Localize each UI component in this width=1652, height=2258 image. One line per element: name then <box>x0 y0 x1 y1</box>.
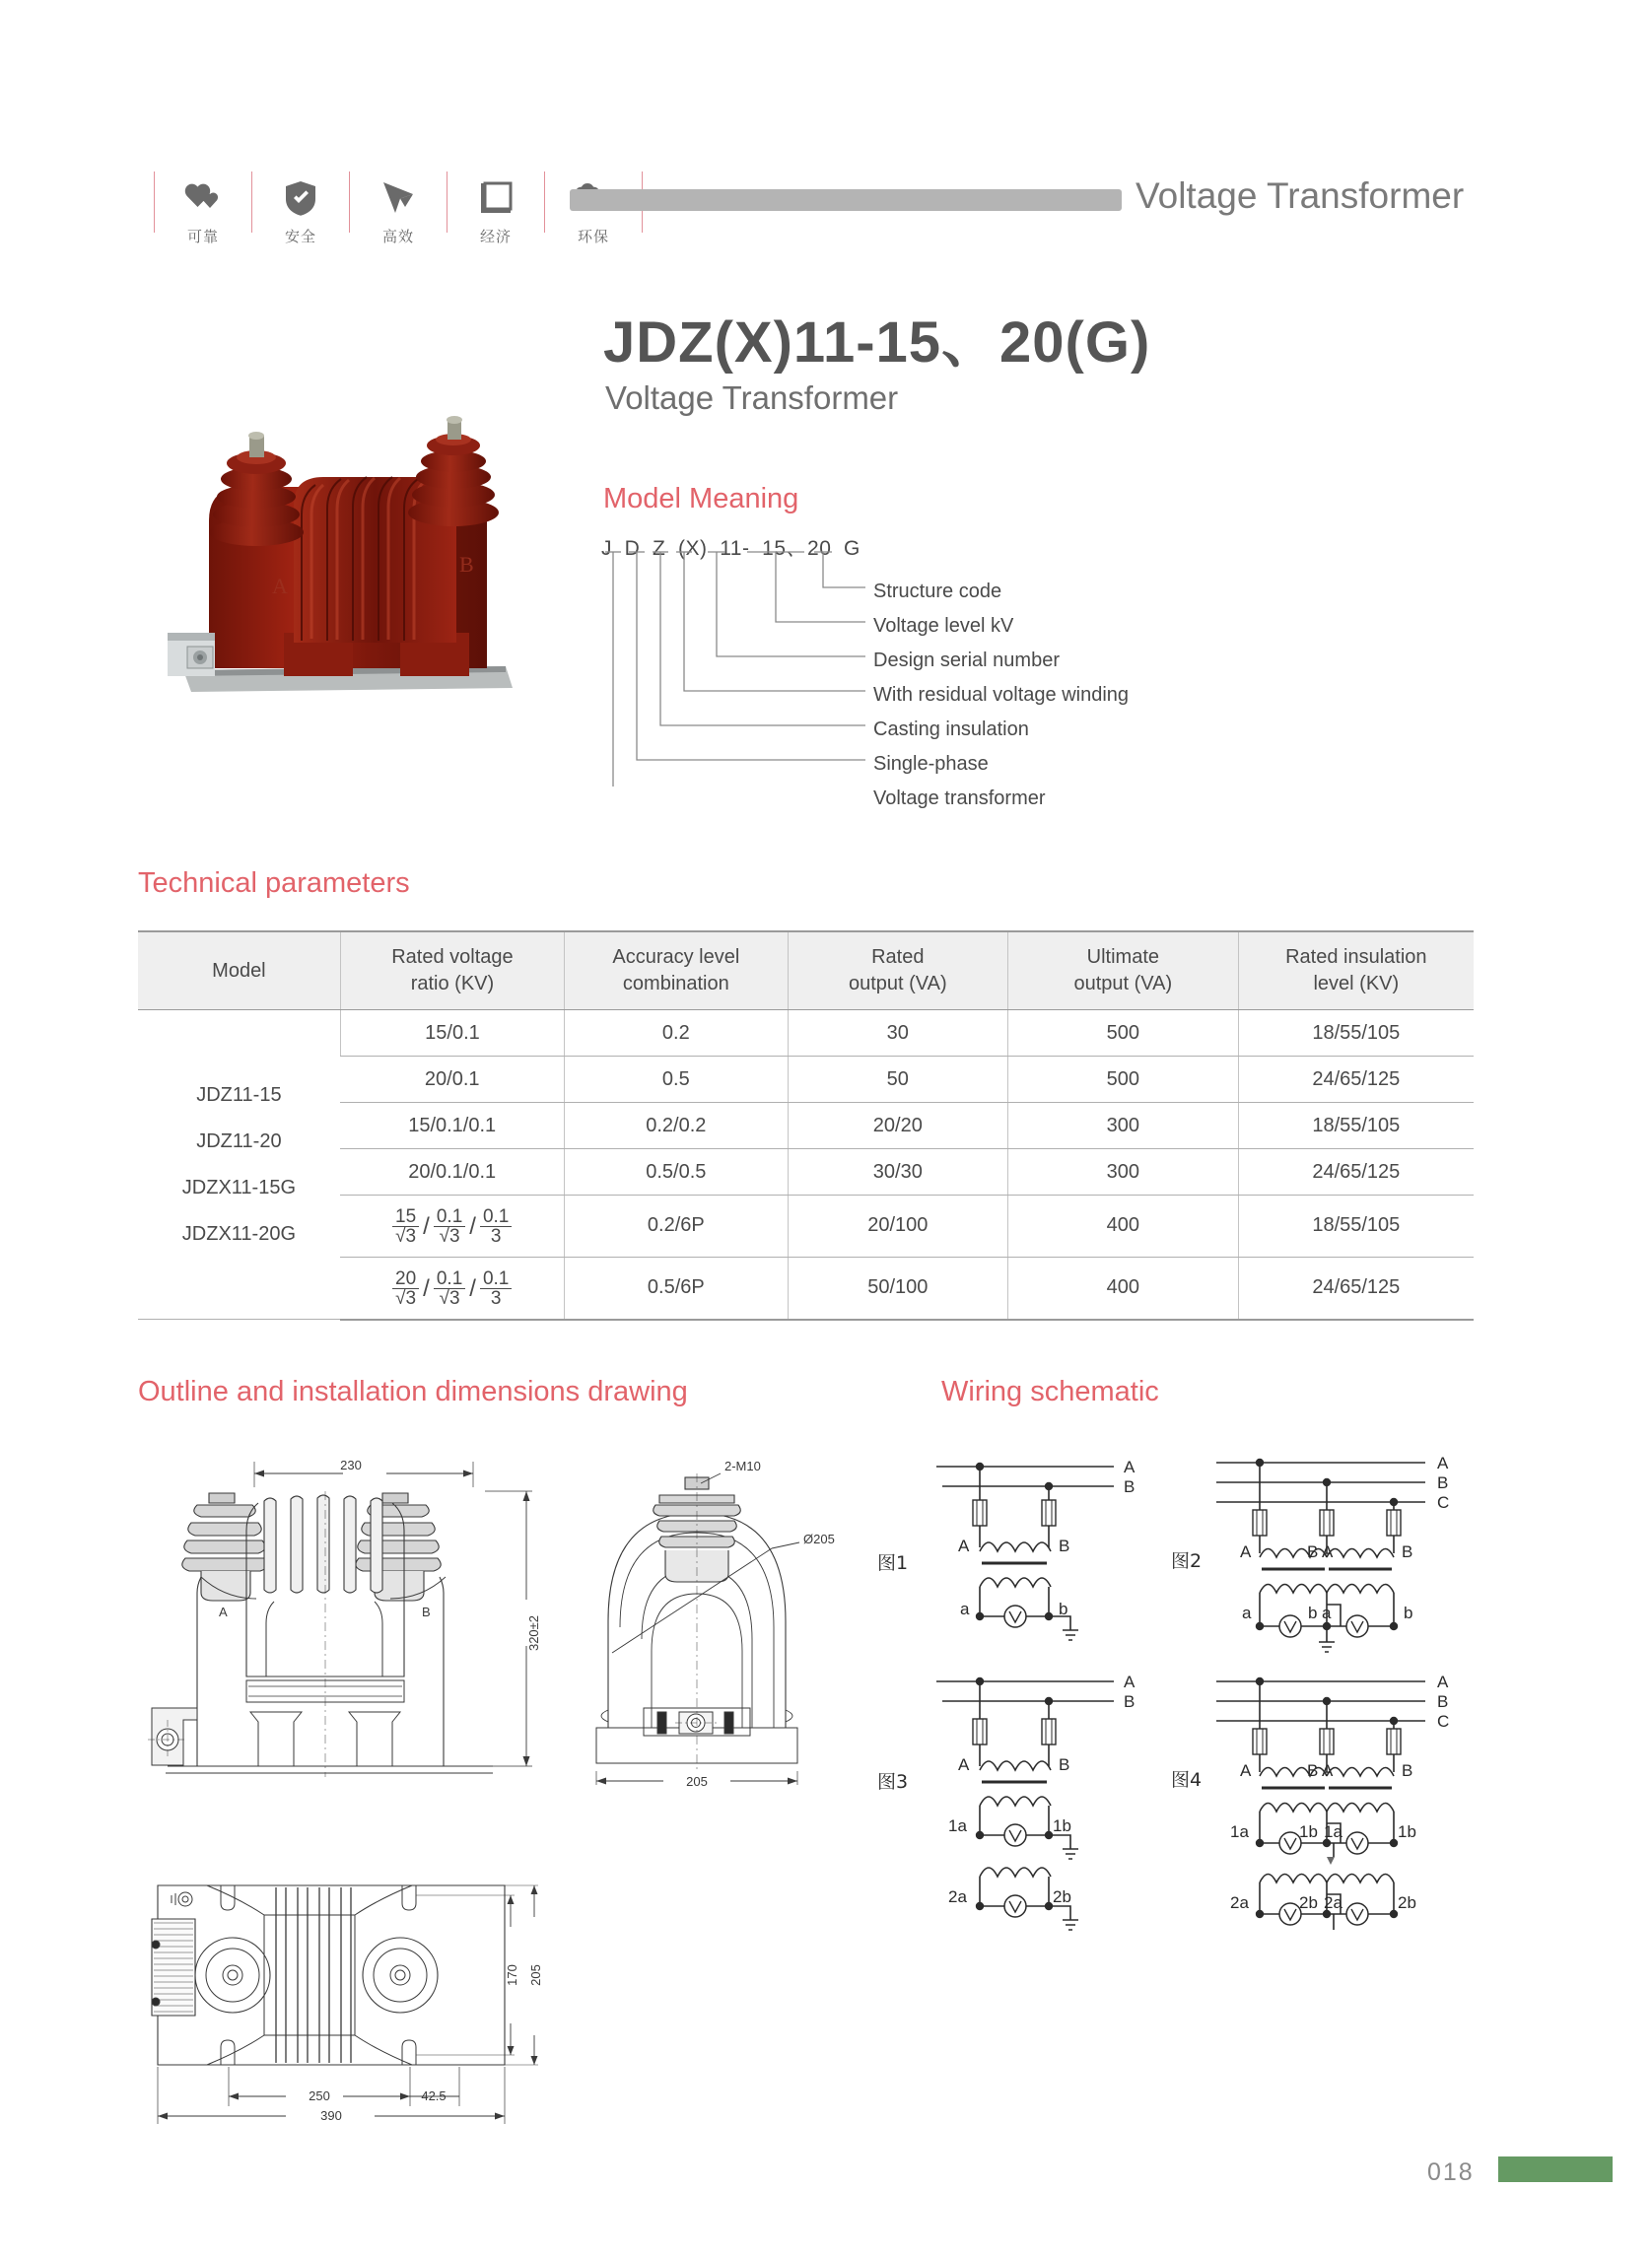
col-header-rated-insulation <box>1238 931 1474 1010</box>
col-header-acc-line2: combination <box>622 973 729 994</box>
model-jdz11-15: JDZ11-15 <box>196 1083 282 1106</box>
wiring4-phase-c: C <box>1437 1712 1450 1731</box>
feature-safe-label: 安全 <box>284 228 316 245</box>
col-header-ultimate-output <box>1008 931 1239 1010</box>
fraction-numerator: 0.1 <box>480 1207 512 1227</box>
wiring2-phase-c: C <box>1437 1493 1450 1512</box>
wiring4-sec1-a2: 1a <box>1324 1822 1342 1841</box>
fraction-3 <box>480 1269 512 1309</box>
fraction-denominator: 3 <box>490 1288 502 1310</box>
top-view-hole-spacing: 250 <box>309 2088 330 2103</box>
side-view-width-dim: 205 <box>686 1774 708 1789</box>
cell-ratio: 15/0.1 <box>340 1010 564 1057</box>
wiring1-phase-b: B <box>1124 1477 1136 1496</box>
model-jdzx11-15g: JDZX11-15G <box>181 1176 297 1198</box>
side-view-diameter-dim: Ø205 <box>803 1532 835 1546</box>
cell-ultimate: 400 <box>1008 1196 1239 1258</box>
photo-terminal-a-label: A <box>272 574 288 598</box>
photo-terminal-b-label: B <box>459 552 474 577</box>
cell-accuracy: 0.5/6P <box>565 1257 788 1319</box>
model-label-casting-insulation: Casting insulation <box>873 718 1029 740</box>
cell-accuracy: 0.2/0.2 <box>565 1103 788 1149</box>
code-segment-d: D <box>624 537 641 560</box>
wiring-diagram-4 <box>1169 1668 1484 1958</box>
model-label-voltage-level: Voltage level kV <box>873 615 1014 637</box>
wiring4-primary-a2: A <box>1322 1761 1334 1780</box>
col-header-out-line1: Rated <box>871 946 925 968</box>
fraction-numerator: 15 <box>392 1207 419 1227</box>
wiring3-sec1-a: 1a <box>948 1816 967 1835</box>
wiring4-sec2-a1: 2a <box>1230 1893 1249 1912</box>
page-title: JDZ(X)11-15、20(G) <box>603 310 1151 375</box>
wiring4-phase-a: A <box>1437 1673 1449 1691</box>
wiring2-secondary-a1: a <box>1242 1604 1252 1622</box>
wiring4-phase-b: B <box>1437 1692 1449 1711</box>
side-view-drawing <box>557 1444 872 1799</box>
wiring2-primary-b2: B <box>1402 1542 1413 1561</box>
code-segment-11: 11- <box>720 537 750 560</box>
icon-divider <box>251 171 252 233</box>
wiring2-primary-b1: B <box>1307 1542 1319 1561</box>
top-view-drawing <box>138 1858 582 2158</box>
fraction-denominator: √3 <box>439 1288 460 1310</box>
feature-efficient-label: 高效 <box>381 228 414 245</box>
fraction-1 <box>392 1269 419 1309</box>
wiring3-caption: 图3 <box>877 1771 909 1793</box>
col-header-ult-line1: Ultimate <box>1086 946 1160 968</box>
wiring4-sec2-b2: 2b <box>1398 1893 1416 1912</box>
top-view-total-length: 390 <box>320 2108 342 2123</box>
wiring2-primary-a2: A <box>1322 1542 1334 1561</box>
model-jdzx11-20g: JDZX11-20G <box>181 1222 297 1245</box>
fraction-slash: / <box>469 1212 476 1240</box>
cell-ultimate: 300 <box>1008 1149 1239 1196</box>
feature-efficient <box>366 176 431 246</box>
model-label-voltage-transformer: Voltage transformer <box>873 787 1046 809</box>
fraction-group <box>392 1269 512 1309</box>
product-photo <box>166 375 530 719</box>
cell-model-list <box>138 1010 340 1320</box>
wiring2-caption: 图2 <box>1171 1550 1203 1572</box>
cell-insulation: 18/55/105 <box>1238 1010 1474 1057</box>
feature-eco-label: 环保 <box>577 228 609 245</box>
wiring2-primary-a1: A <box>1240 1542 1252 1561</box>
header-title: Voltage Transformer <box>1136 175 1465 216</box>
fraction-denominator: √3 <box>439 1226 460 1248</box>
wiring2-secondary-b1: b <box>1308 1604 1318 1622</box>
footer-accent-bar <box>1498 2156 1613 2182</box>
icon-divider <box>544 171 545 233</box>
col-header-model: Model <box>138 931 340 1010</box>
fraction-3 <box>480 1207 512 1247</box>
wiring1-secondary-a: a <box>960 1600 970 1618</box>
wiring4-sec1-a1: 1a <box>1230 1822 1249 1841</box>
icon-divider <box>154 171 155 233</box>
cell-ultimate: 500 <box>1008 1010 1239 1057</box>
wiring-diagram-3 <box>875 1668 1161 1958</box>
fraction-slash: / <box>469 1274 476 1302</box>
chart-icon <box>479 176 513 220</box>
code-segment-z: Z <box>653 537 666 560</box>
hearts-icon <box>183 176 223 220</box>
code-segment-j: J <box>601 537 612 560</box>
col-header-out-line2: output (VA) <box>848 973 947 994</box>
wiring2-phase-b: B <box>1437 1473 1449 1492</box>
fraction-numerator: 0.1 <box>434 1269 465 1289</box>
col-header-accuracy-level <box>565 931 788 1010</box>
cell-accuracy: 0.5 <box>565 1057 788 1103</box>
header-accent-bar <box>570 189 1122 211</box>
table-row <box>138 1010 1474 1057</box>
fraction-slash: / <box>423 1274 430 1302</box>
feature-safe <box>268 176 333 246</box>
feature-reliable-label: 可靠 <box>186 228 219 245</box>
wiring3-sec2-a: 2a <box>948 1887 967 1906</box>
feature-economical <box>463 176 528 246</box>
cell-insulation: 24/65/125 <box>1238 1257 1474 1319</box>
feature-reliable <box>171 176 236 246</box>
cell-ultimate: 300 <box>1008 1103 1239 1149</box>
outline-heading: Outline and installation dimensions drawing <box>138 1376 688 1407</box>
tech-params-table-wrapper <box>138 930 1474 1321</box>
side-view-bolt-note: 2-M10 <box>724 1459 761 1473</box>
wiring1-caption: 图1 <box>877 1552 909 1574</box>
col-header-ins-line1: Rated insulation <box>1285 946 1427 968</box>
model-jdz11-20: JDZ11-20 <box>196 1129 282 1152</box>
col-header-ratio-line1: Rated voltage <box>391 946 514 968</box>
wiring1-primary-b: B <box>1059 1537 1070 1555</box>
wiring4-caption: 图4 <box>1171 1769 1203 1791</box>
wiring-diagram-1 <box>875 1449 1161 1666</box>
wiring4-sec1-b2: 1b <box>1398 1822 1416 1841</box>
wiring3-phase-b: B <box>1124 1692 1136 1711</box>
cell-insulation: 24/65/125 <box>1238 1149 1474 1196</box>
wiring2-secondary-a2: a <box>1322 1604 1332 1622</box>
wiring4-primary-b2: B <box>1402 1761 1413 1780</box>
tech-params-heading: Technical parameters <box>138 867 410 899</box>
cell-accuracy: 0.5/0.5 <box>565 1149 788 1196</box>
page-number: 018 <box>1427 2158 1475 2186</box>
wiring2-secondary-b2: b <box>1404 1604 1413 1622</box>
wiring4-sec2-a2: 2a <box>1324 1893 1342 1912</box>
top-view-inner-width: 170 <box>505 1964 519 1986</box>
cell-rated-out: 20/100 <box>788 1196 1007 1258</box>
cell-insulation: 18/55/105 <box>1238 1103 1474 1149</box>
cell-ratio: 20/0.1 <box>340 1057 564 1103</box>
wiring-diagram-2 <box>1169 1449 1484 1666</box>
model-label-single-phase: Single-phase <box>873 753 989 775</box>
model-label-residual-winding: With residual voltage winding <box>873 684 1130 706</box>
fraction-2 <box>434 1269 465 1309</box>
model-label-structure-code: Structure code <box>873 581 1002 602</box>
cell-insulation: 24/65/125 <box>1238 1057 1474 1103</box>
fraction-group <box>392 1207 512 1247</box>
table-header-row <box>138 931 1474 1010</box>
wiring3-primary-b: B <box>1059 1755 1070 1774</box>
wiring4-primary-b1: B <box>1307 1761 1319 1780</box>
front-view-width-dim: 230 <box>340 1458 362 1472</box>
model-meaning-heading: Model Meaning <box>603 483 799 514</box>
cell-ultimate: 400 <box>1008 1257 1239 1319</box>
fraction-numerator: 20 <box>392 1269 419 1289</box>
wiring3-primary-a: A <box>958 1755 970 1774</box>
wiring3-sec2-b: 2b <box>1053 1887 1071 1906</box>
cell-ultimate: 500 <box>1008 1057 1239 1103</box>
fraction-numerator: 0.1 <box>480 1269 512 1289</box>
col-header-rated-output <box>788 931 1007 1010</box>
cell-rated-out: 20/20 <box>788 1103 1007 1149</box>
col-header-ratio-line2: ratio (KV) <box>410 973 495 994</box>
fraction-numerator: 0.1 <box>434 1207 465 1227</box>
wiring-heading: Wiring schematic <box>941 1376 1159 1407</box>
cell-ratio-fraction <box>340 1257 564 1319</box>
cell-rated-out: 50 <box>788 1057 1007 1103</box>
top-view-outer-width: 205 <box>528 1964 543 1986</box>
top-view-edge-dim: 42.5 <box>421 2088 447 2103</box>
wiring4-sec2-b1: 2b <box>1299 1893 1318 1912</box>
page-subtitle: Voltage Transformer <box>605 379 899 416</box>
fraction-slash: / <box>423 1212 430 1240</box>
front-view-drawing <box>138 1444 552 1799</box>
code-segment-g: G <box>844 537 860 560</box>
cursor-arrow-icon <box>379 176 417 220</box>
feature-economical-label: 经济 <box>479 228 512 245</box>
code-segment-kv: 15、20 <box>762 537 832 560</box>
fraction-1 <box>392 1207 419 1247</box>
code-segment-x: (X) <box>678 537 708 560</box>
cell-accuracy: 0.2/6P <box>565 1196 788 1258</box>
cell-insulation: 18/55/105 <box>1238 1196 1474 1258</box>
fraction-denominator: 3 <box>490 1226 502 1248</box>
cell-ratio: 15/0.1/0.1 <box>340 1103 564 1149</box>
icon-divider <box>349 171 350 233</box>
wiring1-phase-a: A <box>1124 1458 1136 1476</box>
feature-eco <box>561 176 626 246</box>
wiring1-secondary-b: b <box>1059 1600 1068 1618</box>
shield-check-icon <box>284 176 317 220</box>
fraction-denominator: √3 <box>395 1226 417 1248</box>
front-view-terminal-b: B <box>422 1605 431 1619</box>
col-header-rated-voltage-ratio <box>340 931 564 1010</box>
cell-rated-out: 30 <box>788 1010 1007 1057</box>
col-header-ins-line2: level (KV) <box>1313 973 1400 994</box>
fraction-2 <box>434 1207 465 1247</box>
fraction-denominator: √3 <box>395 1288 417 1310</box>
wiring3-sec1-b: 1b <box>1053 1816 1071 1835</box>
wiring4-primary-a1: A <box>1240 1761 1252 1780</box>
wiring4-sec1-b1: 1b <box>1299 1822 1318 1841</box>
cell-rated-out: 50/100 <box>788 1257 1007 1319</box>
col-header-ult-line2: output (VA) <box>1073 973 1173 994</box>
cell-ratio: 20/0.1/0.1 <box>340 1149 564 1196</box>
cell-accuracy: 0.2 <box>565 1010 788 1057</box>
cell-rated-out: 30/30 <box>788 1149 1007 1196</box>
front-view-height-dim: 320±2 <box>526 1614 541 1652</box>
front-view-terminal-a: A <box>219 1605 228 1619</box>
cell-ratio-fraction <box>340 1196 564 1258</box>
col-header-acc-line1: Accuracy level <box>612 946 740 968</box>
wiring2-phase-a: A <box>1437 1454 1449 1472</box>
wiring3-phase-a: A <box>1124 1673 1136 1691</box>
wiring1-primary-a: A <box>958 1537 970 1555</box>
tech-params-table <box>138 930 1474 1321</box>
model-label-design-serial: Design serial number <box>873 650 1060 671</box>
